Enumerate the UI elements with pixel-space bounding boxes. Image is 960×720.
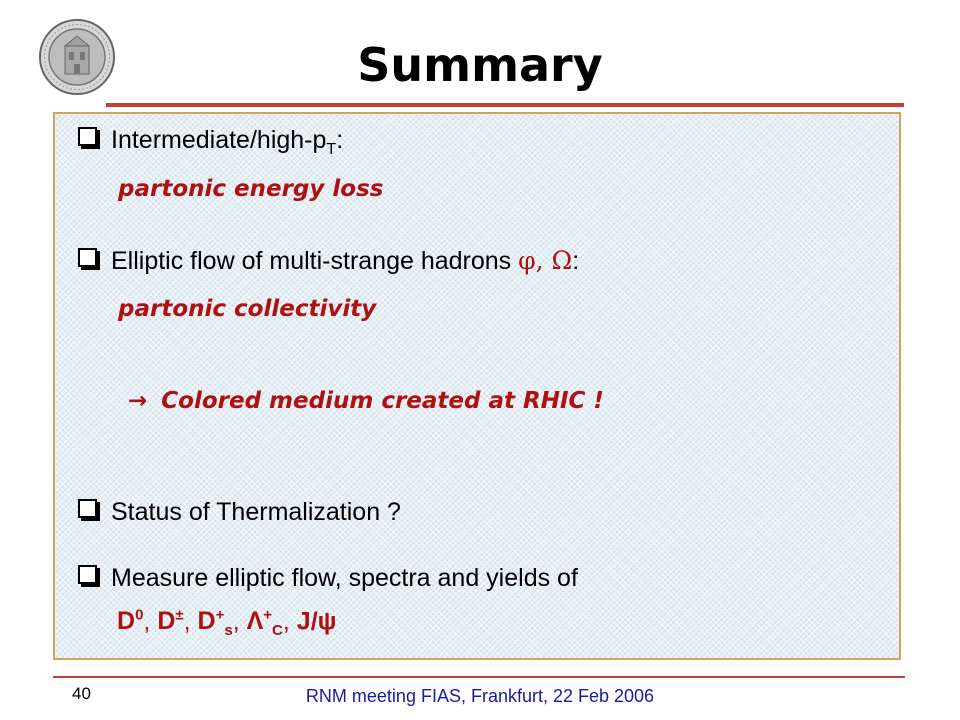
particle-superscript: ± xyxy=(175,607,184,624)
footer-rule xyxy=(53,676,905,678)
separator: , xyxy=(143,607,158,636)
checkbox-bullet-icon xyxy=(78,127,97,146)
separator: , xyxy=(282,607,297,636)
conclusion-text: Colored medium created at RHIC ! xyxy=(161,388,604,414)
bullet-intermediate-high-pt xyxy=(78,126,343,159)
bullet-text: Measure elliptic flow, spectra and yields of xyxy=(111,564,578,592)
particle-symbol: D xyxy=(157,607,176,636)
bullet-text: Elliptic flow of multi-strange hadrons xyxy=(111,247,519,275)
checkbox-bullet-icon xyxy=(78,565,97,584)
particle-subscript: C xyxy=(272,622,283,640)
footer-text: RNM meeting FIAS, Frankfurt, 22 Feb 2006 xyxy=(305,686,655,706)
bullet-text: Status of Thermalization ? xyxy=(111,498,401,526)
particle-symbol: D xyxy=(117,607,136,636)
particle-d0 xyxy=(117,607,143,635)
detail-partonic-energy-loss: partonic energy loss xyxy=(118,176,384,202)
title-underline xyxy=(106,103,904,107)
bullet-text: Intermediate/high-p xyxy=(111,126,327,154)
particle-subscript: s xyxy=(224,622,233,640)
particle-superscript: 0 xyxy=(135,607,144,624)
slide-number: 40 xyxy=(72,684,91,703)
bullet-thermalization xyxy=(78,498,401,527)
particle-lambda-c xyxy=(246,607,283,640)
checkbox-bullet-icon xyxy=(78,248,97,267)
bullet-suffix: : xyxy=(336,126,344,154)
detail-partonic-collectivity: partonic collectivity xyxy=(118,296,377,322)
checkbox-bullet-icon xyxy=(78,499,97,518)
particle-symbol: Λ xyxy=(246,607,264,636)
particle-superscript: + xyxy=(215,607,225,624)
bullet-suffix: : xyxy=(572,247,580,275)
separator: , xyxy=(232,607,247,636)
bullet-measure-elliptic-flow xyxy=(78,564,578,593)
greek-phi-omega: φ, Ω xyxy=(518,246,573,275)
particle-ds xyxy=(197,607,233,640)
bullet-elliptic-flow xyxy=(78,246,579,276)
particle-list xyxy=(117,607,336,639)
particle-superscript: + xyxy=(263,607,273,624)
bullet-subscript: T xyxy=(326,141,337,158)
particle-d-plus-minus xyxy=(157,607,183,635)
particle-jpsi: J/ψ xyxy=(296,607,337,636)
separator: , xyxy=(183,607,198,636)
particle-symbol: D xyxy=(197,607,216,636)
conclusion-colored-medium xyxy=(128,388,604,414)
slide-title: Summary xyxy=(357,38,603,92)
right-arrow-icon: → xyxy=(128,388,148,414)
